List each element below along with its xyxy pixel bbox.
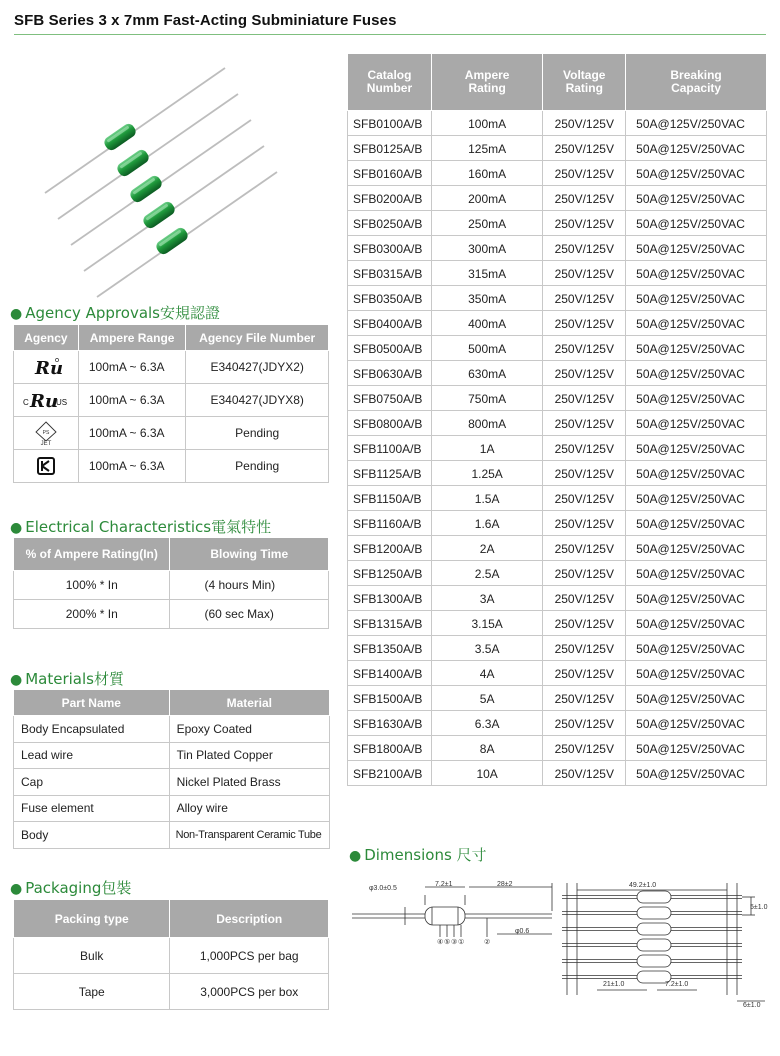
packaging-section-title: ● Packaging包裝 — [10, 879, 132, 897]
dimension-drawing — [347, 873, 772, 1013]
catalog-number-cell: SFB0350A/B — [348, 286, 432, 311]
agency-header-file: Agency File Number — [186, 325, 329, 351]
breaking-capacity-cell: 50A@125V/250VAC — [626, 586, 767, 611]
catalog-number-cell: SFB1100A/B — [348, 436, 432, 461]
voltage-rating-cell: 250V/125V — [543, 411, 626, 436]
breaking-capacity-cell: 50A@125V/250VAC — [626, 736, 767, 761]
voltage-rating-cell: 250V/125V — [543, 211, 626, 236]
fuse-image — [97, 172, 277, 297]
voltage-rating-cell: 250V/125V — [543, 511, 626, 536]
breaking-capacity-cell: 50A@125V/250VAC — [626, 361, 767, 386]
table-row — [348, 211, 767, 236]
catalog-header-ampere: Ampere Rating — [431, 54, 542, 111]
ampere-rating-cell: 100mA — [431, 111, 542, 136]
fuse-image — [84, 146, 264, 271]
catalog-table — [347, 53, 767, 786]
ampere-rating-cell: 2.5A — [431, 561, 542, 586]
table-row: Ru 100mA ~ 6.3A E340427(JDYX2) — [14, 351, 329, 384]
agency-header-range: Ampere Range — [78, 325, 186, 351]
table-row: C Ru US 100mA ~ 6.3A E340427(JDYX8) — [14, 384, 329, 417]
table-row: Lead wire Tin Plated Copper — [14, 742, 330, 769]
table-row — [348, 661, 767, 686]
breaking-capacity-cell: 50A@125V/250VAC — [626, 636, 767, 661]
voltage-rating-cell: 250V/125V — [543, 111, 626, 136]
voltage-rating-cell: 250V/125V — [543, 611, 626, 636]
voltage-rating-cell: 250V/125V — [543, 461, 626, 486]
catalog-number-cell: SFB1160A/B — [348, 511, 432, 536]
svg-text:①: ① — [458, 939, 465, 946]
table-row — [348, 461, 767, 486]
title-rule — [14, 34, 766, 35]
catalog-header-number: Catalog Number — [348, 54, 432, 111]
electrical-section-title: ● Electrical Characteristics電氣特性 — [10, 518, 272, 536]
table-row: Tape 3,000PCS per box — [14, 974, 329, 1010]
voltage-rating-cell: 250V/125V — [543, 386, 626, 411]
ampere-rating-cell: 250mA — [431, 211, 542, 236]
catalog-number-cell: SFB2100A/B — [348, 761, 432, 786]
voltage-rating-cell: 250V/125V — [543, 486, 626, 511]
table-row — [348, 161, 767, 186]
table-row — [348, 411, 767, 436]
table-row — [348, 611, 767, 636]
breaking-capacity-cell: 50A@125V/250VAC — [626, 461, 767, 486]
table-row: Body Encapsulated Epoxy Coated — [14, 716, 330, 743]
svg-text:US: US — [55, 398, 68, 407]
packaging-header-description: Description — [170, 900, 329, 938]
ampere-rating-cell: 5A — [431, 686, 542, 711]
svg-text:④: ④ — [437, 939, 444, 946]
svg-text:C: C — [22, 398, 29, 407]
catalog-number-cell: SFB1350A/B — [348, 636, 432, 661]
voltage-rating-cell: 250V/125V — [543, 336, 626, 361]
table-row: 100mA ~ 6.3A Pending — [14, 450, 329, 483]
breaking-capacity-cell: 50A@125V/250VAC — [626, 511, 767, 536]
ampere-rating-cell: 6.3A — [431, 711, 542, 736]
voltage-rating-cell: 250V/125V — [543, 761, 626, 786]
breaking-capacity-cell: 50A@125V/250VAC — [626, 711, 767, 736]
breaking-capacity-cell: 50A@125V/250VAC — [626, 286, 767, 311]
agency-table — [13, 324, 329, 483]
breaking-capacity-cell: 50A@125V/250VAC — [626, 186, 767, 211]
materials-section-title: ● Materials材質 — [10, 670, 124, 688]
table-row — [348, 286, 767, 311]
table-row: Bulk 1,000PCS per bag — [14, 938, 329, 974]
breaking-capacity-cell: 50A@125V/250VAC — [626, 661, 767, 686]
materials-header-material: Material — [169, 690, 329, 716]
catalog-number-cell: SFB0300A/B — [348, 236, 432, 261]
table-row — [348, 186, 767, 211]
svg-text:PS: PS — [42, 430, 50, 436]
table-row — [348, 761, 767, 786]
tape-dimension — [562, 883, 765, 1001]
table-row — [348, 686, 767, 711]
catalog-number-cell: SFB1800A/B — [348, 736, 432, 761]
ampere-rating-cell: 10A — [431, 761, 542, 786]
breaking-capacity-cell: 50A@125V/250VAC — [626, 161, 767, 186]
breaking-capacity-cell: 50A@125V/250VAC — [626, 536, 767, 561]
breaking-capacity-cell: 50A@125V/250VAC — [626, 686, 767, 711]
catalog-number-cell: SFB1500A/B — [348, 686, 432, 711]
breaking-capacity-cell: 50A@125V/250VAC — [626, 386, 767, 411]
voltage-rating-cell: 250V/125V — [543, 361, 626, 386]
table-row — [348, 436, 767, 461]
breaking-capacity-cell: 50A@125V/250VAC — [626, 111, 767, 136]
voltage-rating-cell: 250V/125V — [543, 311, 626, 336]
ampere-rating-cell: 350mA — [431, 286, 542, 311]
breaking-capacity-cell: 50A@125V/250VAC — [626, 211, 767, 236]
agency-header-agency: Agency — [14, 325, 79, 351]
voltage-rating-cell: 250V/125V — [543, 561, 626, 586]
catalog-number-cell: SFB1630A/B — [348, 711, 432, 736]
table-row — [348, 561, 767, 586]
cul-us-icon — [22, 391, 69, 412]
table-row — [348, 586, 767, 611]
catalog-header-breaking: Breaking Capacity — [626, 54, 767, 111]
voltage-rating-cell: 250V/125V — [543, 136, 626, 161]
svg-text:φ3.0±0.5: φ3.0±0.5 — [369, 885, 397, 892]
kc-icon — [36, 458, 56, 472]
svg-text:φ0.6: φ0.6 — [515, 928, 530, 935]
dimensions-section-title: ● Dimensions 尺寸 — [349, 846, 487, 864]
materials-table — [13, 689, 330, 849]
voltage-rating-cell: 250V/125V — [543, 586, 626, 611]
table-row — [348, 336, 767, 361]
voltage-rating-cell: 250V/125V — [543, 286, 626, 311]
table-row — [348, 261, 767, 286]
catalog-number-cell: SFB0160A/B — [348, 161, 432, 186]
svg-text:21±1.0: 21±1.0 — [603, 981, 625, 988]
voltage-rating-cell: 250V/125V — [543, 536, 626, 561]
svg-text:JET: JET — [40, 441, 52, 447]
svg-text:5±1.0: 5±1.0 — [750, 904, 768, 911]
page-title: SFB Series 3 x 7mm Fast-Acting Subminiature Fuses — [14, 12, 397, 29]
ampere-rating-cell: 2A — [431, 536, 542, 561]
ampere-rating-cell: 8A — [431, 736, 542, 761]
ampere-rating-cell: 750mA — [431, 386, 542, 411]
voltage-rating-cell: 250V/125V — [543, 686, 626, 711]
fuse-product-photo — [40, 58, 300, 298]
voltage-rating-cell: 250V/125V — [543, 711, 626, 736]
table-row — [348, 111, 767, 136]
ampere-rating-cell: 200mA — [431, 186, 542, 211]
ampere-rating-cell: 1.25A — [431, 461, 542, 486]
materials-header-part: Part Name — [14, 690, 170, 716]
breaking-capacity-cell: 50A@125V/250VAC — [626, 336, 767, 361]
svg-text:Ru: Ru — [29, 391, 58, 412]
ampere-rating-cell: 3.15A — [431, 611, 542, 636]
voltage-rating-cell: 250V/125V — [543, 261, 626, 286]
ampere-rating-cell: 125mA — [431, 136, 542, 161]
ampere-rating-cell: 500mA — [431, 336, 542, 361]
fuse-image — [71, 120, 251, 245]
voltage-rating-cell: 250V/125V — [543, 186, 626, 211]
svg-text:7.2±1: 7.2±1 — [435, 881, 453, 888]
catalog-number-cell: SFB0250A/B — [348, 211, 432, 236]
ampere-rating-cell: 315mA — [431, 261, 542, 286]
voltage-rating-cell: 250V/125V — [543, 636, 626, 661]
table-row — [348, 486, 767, 511]
packaging-table — [13, 899, 329, 1010]
ampere-rating-cell: 800mA — [431, 411, 542, 436]
voltage-rating-cell: 250V/125V — [543, 236, 626, 261]
ampere-rating-cell: 1A — [431, 436, 542, 461]
fuse-image — [45, 68, 225, 193]
breaking-capacity-cell: 50A@125V/250VAC — [626, 761, 767, 786]
table-row — [348, 386, 767, 411]
table-row — [348, 736, 767, 761]
voltage-rating-cell: 250V/125V — [543, 736, 626, 761]
table-row: 100% * In (4 hours Min) — [14, 571, 329, 600]
breaking-capacity-cell: 50A@125V/250VAC — [626, 311, 767, 336]
table-row: PS JET 100mA ~ 6.3A Pending — [14, 417, 329, 450]
breaking-capacity-cell: 50A@125V/250VAC — [626, 561, 767, 586]
ampere-rating-cell: 1.5A — [431, 486, 542, 511]
table-row — [348, 311, 767, 336]
svg-text:③: ③ — [451, 939, 458, 946]
table-row: Body Non-Transparent Ceramic Tube — [14, 822, 330, 849]
voltage-rating-cell: 250V/125V — [543, 661, 626, 686]
svg-text:28±2: 28±2 — [497, 881, 513, 888]
table-row — [348, 711, 767, 736]
catalog-number-cell: SFB0750A/B — [348, 386, 432, 411]
ampere-rating-cell: 400mA — [431, 311, 542, 336]
catalog-number-cell: SFB0200A/B — [348, 186, 432, 211]
breaking-capacity-cell: 50A@125V/250VAC — [626, 261, 767, 286]
voltage-rating-cell: 250V/125V — [543, 161, 626, 186]
catalog-number-cell: SFB0630A/B — [348, 361, 432, 386]
table-row — [348, 236, 767, 261]
svg-text:Ru: Ru — [34, 358, 63, 379]
breaking-capacity-cell: 50A@125V/250VAC — [626, 436, 767, 461]
table-row: Fuse element Alloy wire — [14, 795, 330, 822]
electrical-header-rating: % of Ampere Rating(In) — [14, 538, 170, 571]
table-row: Cap Nickel Plated Brass — [14, 769, 330, 796]
catalog-number-cell: SFB1150A/B — [348, 486, 432, 511]
table-row — [348, 511, 767, 536]
fuse-image — [58, 94, 238, 219]
agency-section-title: ● Agency Approvals安規認證 — [10, 304, 220, 322]
catalog-number-cell: SFB0400A/B — [348, 311, 432, 336]
ampere-rating-cell: 160mA — [431, 161, 542, 186]
catalog-number-cell: SFB0315A/B — [348, 261, 432, 286]
catalog-number-cell: SFB0500A/B — [348, 336, 432, 361]
svg-text:6±1.0: 6±1.0 — [743, 1002, 761, 1009]
table-row — [348, 536, 767, 561]
ampere-rating-cell: 630mA — [431, 361, 542, 386]
voltage-rating-cell: 250V/125V — [543, 436, 626, 461]
breaking-capacity-cell: 50A@125V/250VAC — [626, 136, 767, 161]
breaking-capacity-cell: 50A@125V/250VAC — [626, 236, 767, 261]
catalog-number-cell: SFB0100A/B — [348, 111, 432, 136]
ul-recognized-icon — [33, 358, 63, 379]
catalog-number-cell: SFB1300A/B — [348, 586, 432, 611]
ampere-rating-cell: 1.6A — [431, 511, 542, 536]
catalog-number-cell: SFB1315A/B — [348, 611, 432, 636]
catalog-number-cell: SFB0125A/B — [348, 136, 432, 161]
catalog-number-cell: SFB1400A/B — [348, 661, 432, 686]
ampere-rating-cell: 300mA — [431, 236, 542, 261]
catalog-number-cell: SFB1125A/B — [348, 461, 432, 486]
svg-text:49.2±1.0: 49.2±1.0 — [629, 882, 657, 889]
svg-text:7.2±1.0: 7.2±1.0 — [665, 981, 689, 988]
breaking-capacity-cell: 50A@125V/250VAC — [626, 411, 767, 436]
table-row — [348, 636, 767, 661]
svg-text:⑤: ⑤ — [444, 939, 451, 946]
ampere-rating-cell: 4A — [431, 661, 542, 686]
breaking-capacity-cell: 50A@125V/250VAC — [626, 486, 767, 511]
packaging-header-type: Packing type — [14, 900, 170, 938]
table-row — [348, 361, 767, 386]
catalog-header-voltage: Voltage Rating — [543, 54, 626, 111]
electrical-header-blowing: Blowing Time — [170, 538, 329, 571]
catalog-number-cell: SFB1250A/B — [348, 561, 432, 586]
catalog-number-cell: SFB1200A/B — [348, 536, 432, 561]
electrical-table — [13, 537, 329, 629]
catalog-number-cell: SFB0800A/B — [348, 411, 432, 436]
table-row — [348, 136, 767, 161]
pse-jet-icon — [34, 425, 58, 447]
ampere-rating-cell: 3.5A — [431, 636, 542, 661]
svg-text:②: ② — [484, 939, 491, 946]
table-row: 200% * In (60 sec Max) — [14, 600, 329, 629]
ampere-rating-cell: 3A — [431, 586, 542, 611]
breaking-capacity-cell: 50A@125V/250VAC — [626, 611, 767, 636]
